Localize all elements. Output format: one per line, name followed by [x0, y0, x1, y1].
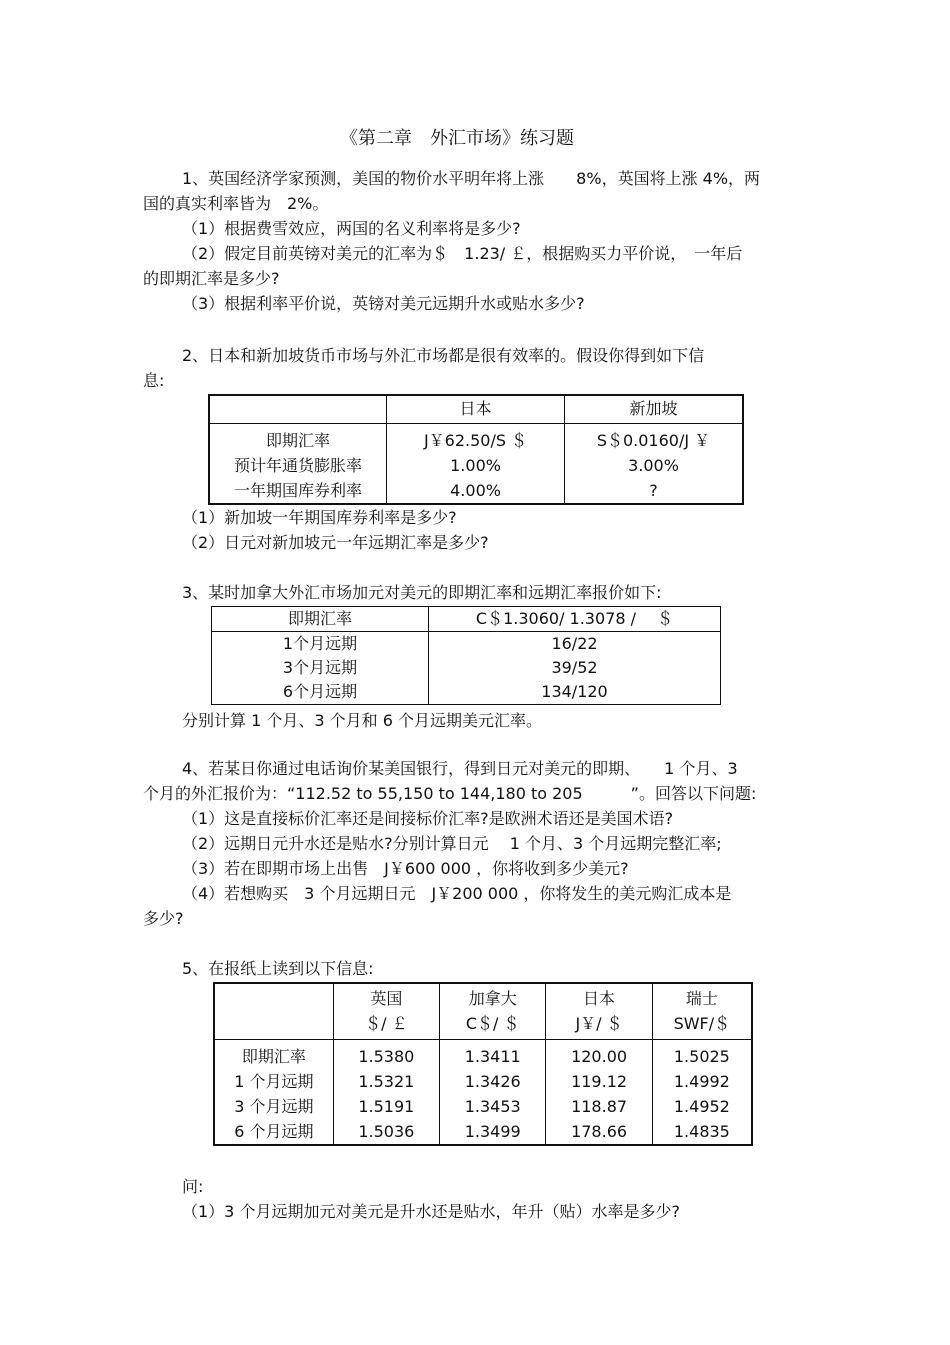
- q5-header-canada: [440, 983, 546, 1039]
- q5-header-swiss-unit: SWF/＄: [673, 1014, 731, 1033]
- q5-table: [213, 982, 753, 1146]
- q5-label-6m: 6 个月远期: [234, 1121, 314, 1141]
- q5-canada-3m: 1.3453: [464, 1096, 521, 1116]
- q1-sub2b: 的即期汇率是多少?: [143, 269, 280, 288]
- q2-sub1: （1）新加坡一年期国库券利率是多少?: [182, 508, 457, 527]
- q5-header-japan-name: 日本: [583, 989, 616, 1008]
- q5-header-japan: [546, 983, 652, 1039]
- q5-label-spot: 即期汇率: [241, 1046, 306, 1066]
- q5-label-1m: 1 个月远期: [234, 1071, 314, 1091]
- q5-header-empty: [214, 983, 333, 1039]
- q2-line1: 2、日本和新加坡货币市场与外汇市场都是很有效率的。假设你得到如下信: [182, 346, 705, 365]
- q3-label-spot: 即期汇率: [212, 607, 429, 632]
- q5-swiss-spot: 1.5025: [673, 1046, 730, 1066]
- q2-line2: 息:: [143, 371, 165, 390]
- q4-sub4a: （4）若想购买 3 个月远期日元 J￥200 000 ，你将发生的美元购汇成本是: [182, 884, 732, 903]
- q5-canada-spot: 1.3411: [464, 1046, 521, 1066]
- q1-sub2a: （2）假定目前英镑对美元的汇率为＄ 1.23/ ￡，根据购买力平价说， 一年后: [182, 244, 743, 263]
- q5-header-uk-name: 英国: [370, 989, 403, 1008]
- q2-row-labels: [209, 423, 387, 504]
- q1-sub1: （1）根据费雪效应，两国的名义利率将是多少?: [182, 219, 521, 238]
- q2-japan-spot: J￥62.50/S ＄: [423, 430, 528, 450]
- q5-swiss-1m: 1.4992: [673, 1071, 730, 1091]
- q2-singapore-tbill: ?: [649, 480, 658, 500]
- q5-header-swiss-name: 瑞士: [685, 989, 718, 1008]
- q4-sub3: （3）若在即期市场上出售 J￥600 000 ，你将收到多少美元?: [182, 859, 629, 878]
- q4-sub2: （2）远期日元升水还是贴水?分别计算日元 1 个月、3 个月远期完整汇率;: [182, 834, 722, 853]
- q5-uk-spot: 1.5380: [358, 1046, 415, 1066]
- q5-japan-1m: 119.12: [571, 1071, 628, 1091]
- q4-sub4b: 多少?: [143, 909, 184, 928]
- q3-label-6m: 6个月远期: [212, 680, 429, 705]
- q2-label-spot: 即期汇率: [266, 430, 331, 450]
- q5-header-uk: [333, 983, 439, 1039]
- q5-uk-3m: 1.5191: [358, 1096, 415, 1116]
- q5-japan-6m: 178.66: [571, 1121, 628, 1141]
- q2-japan-tbill: 4.00%: [450, 480, 501, 500]
- q4-line2: 个月的外汇报价为：“112.52 to 55,150 to 144,180 to 205 ”。回答以下问题:: [143, 784, 757, 803]
- q5-swiss-3m: 1.4952: [673, 1096, 730, 1116]
- q5-ask: 问:: [182, 1177, 204, 1196]
- q5-sub1: （1）3 个月远期加元对美元是升水还是贴水，年升（贴）水率是多少?: [182, 1202, 680, 1221]
- q2-japan-inflation: 1.00%: [450, 455, 501, 475]
- q2-singapore-spot: S＄0.0160/J ￥: [596, 430, 711, 450]
- q2-label-inflation: 预计年通货膨胀率: [234, 455, 363, 475]
- q5-header-canada-name: 加拿大: [468, 989, 517, 1008]
- q5-col-japan: [546, 1039, 652, 1145]
- q1-sub3: （3）根据利率平价说，英镑对美元远期升水或贴水多少?: [182, 294, 585, 313]
- q2-header-empty: [209, 395, 387, 423]
- q3-table: [211, 606, 721, 705]
- q5-uk-1m: 1.5321: [358, 1071, 415, 1091]
- q5-col-uk: [333, 1039, 439, 1145]
- q3-label-3m: 3个月远期: [212, 656, 429, 680]
- q5-row-labels: [214, 1039, 333, 1145]
- q5-uk-6m: 1.5036: [358, 1121, 415, 1141]
- q3-line1: 3、某时加拿大外汇市场加元对美元的即期汇率和远期汇率报价如下:: [182, 583, 662, 602]
- q3-after: 分别计算 1 个月、3 个月和 6 个月远期美元汇率。: [182, 711, 542, 730]
- q2-singapore-inflation: 3.00%: [628, 455, 679, 475]
- q2-sub2: （2）日元对新加坡元一年远期汇率是多少?: [182, 533, 489, 552]
- q4-line1: 4、若某日你通过电话询价某美国银行，得到日元对美元的即期、 1 个月、3: [182, 759, 738, 778]
- q3-value-3m: 39/52: [429, 656, 721, 680]
- q5-header-swiss: [652, 983, 752, 1039]
- q5-header-japan-unit: J￥/ ＄: [575, 1014, 623, 1033]
- q5-canada-1m: 1.3426: [464, 1071, 521, 1091]
- q2-table: [208, 394, 744, 505]
- q5-japan-spot: 120.00: [571, 1046, 628, 1066]
- q5-line1: 5、在报纸上读到以下信息:: [182, 959, 374, 978]
- q1-line2: 国的真实利率皆为 2%。: [143, 194, 329, 213]
- q5-col-canada: [440, 1039, 546, 1145]
- q3-value-1m: 16/22: [429, 632, 721, 657]
- q4-sub1: （1）这是直接标价汇率还是间接标价汇率?是欧洲术语还是美国术语?: [182, 809, 674, 828]
- q3-value-6m: 134/120: [429, 680, 721, 705]
- q2-singapore-values: [564, 423, 743, 504]
- q5-header-uk-unit: ＄/ ￡: [365, 1014, 408, 1033]
- q1-line1: 1、英国经济学家预测，美国的物价水平明年将上涨 8%，英国将上涨 4%，两: [182, 169, 761, 188]
- q5-header-canada-unit: C＄/ ＄: [465, 1014, 520, 1033]
- q2-japan-values: [387, 423, 565, 504]
- q5-japan-3m: 118.87: [571, 1096, 628, 1116]
- q3-value-spot: C＄1.3060/ 1.3078 / ＄: [429, 607, 721, 632]
- q5-canada-6m: 1.3499: [464, 1121, 521, 1141]
- q2-header-singapore: 新加坡: [564, 395, 743, 423]
- q5-col-swiss: [652, 1039, 752, 1145]
- q5-label-3m: 3 个月远期: [234, 1096, 314, 1116]
- q2-label-tbill: 一年期国库券利率: [234, 480, 363, 500]
- q3-label-1m: 1个月远期: [212, 632, 429, 657]
- q2-header-japan: 日本: [387, 395, 565, 423]
- page-title: 《第二章 外汇市场》练习题: [340, 128, 574, 149]
- q5-swiss-6m: 1.4835: [673, 1121, 730, 1141]
